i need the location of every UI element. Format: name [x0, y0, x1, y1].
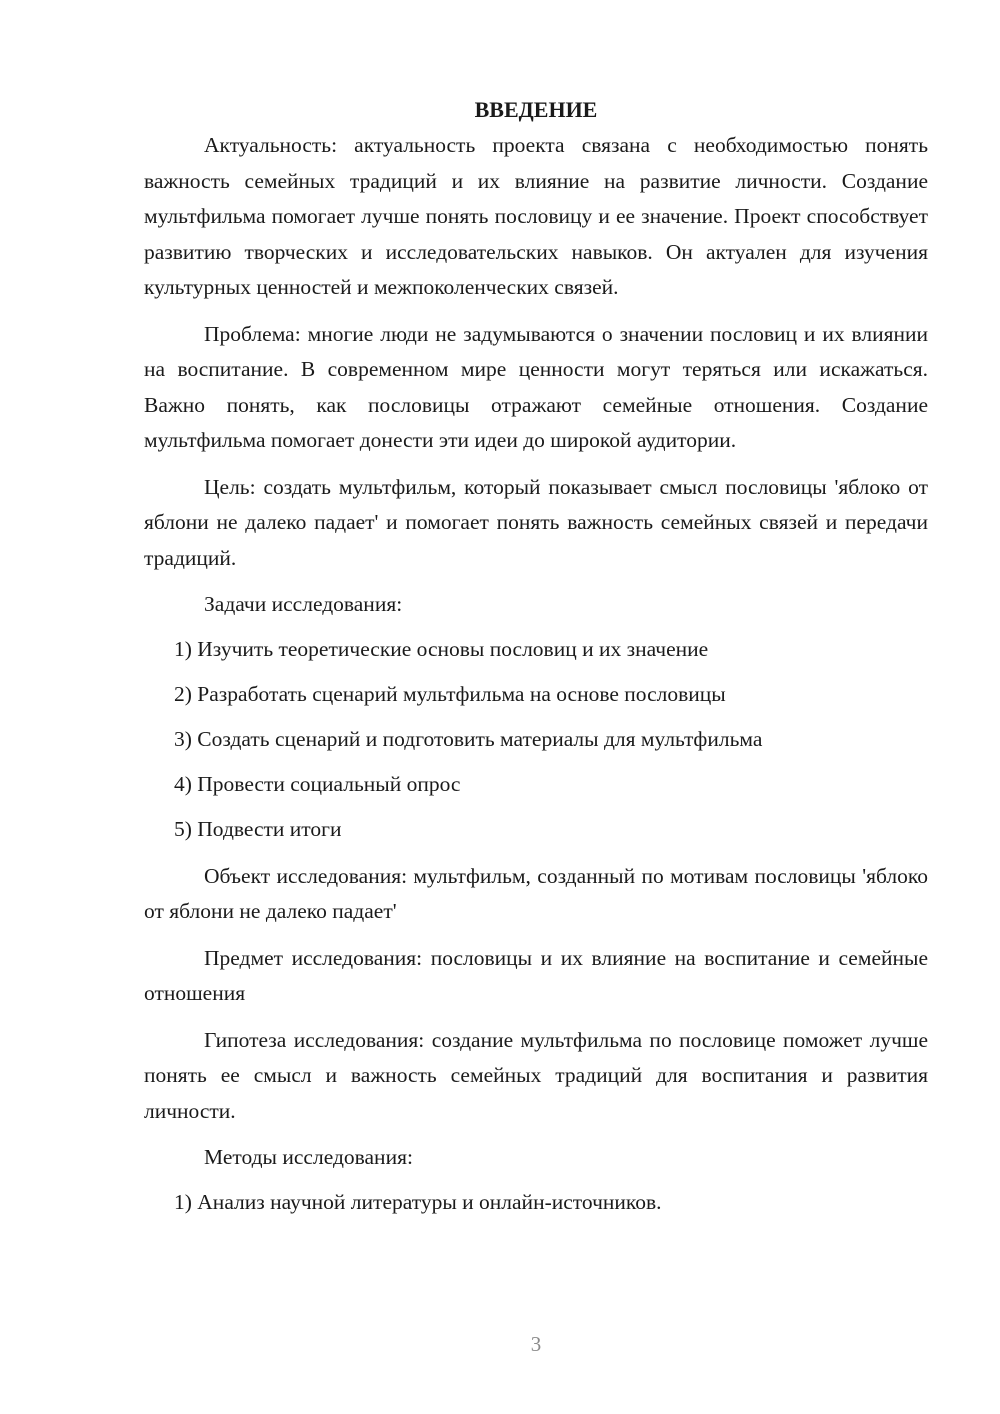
paragraph-object: Объект исследования: мультфильм, созданный по мотивам пословицы 'яблоко от яблони не далеко падает'	[144, 863, 928, 923]
page-number: 3	[530, 1332, 542, 1356]
task-item-3: 3) Создать сценарий и подготовить материалы для мультфильма	[174, 727, 763, 751]
tasks-heading: Задачи исследования:	[204, 592, 403, 616]
methods-heading: Методы исследования:	[204, 1145, 413, 1169]
paragraph-hypothesis: Гипотеза исследования: создание мультфильма по пословице поможет лучше понять ее смысл и важность семейных традиций для воспитания и развития личности.	[144, 1027, 928, 1123]
document-page	[144, 92, 928, 1221]
paragraph-relevance: Актуальность: актуальность проекта связана с необходимостью понять важность семейных традиций и их влияние на развитие личности. Создание мультфильма помогает лучше понять пословицу и ее значение. Проект способствует развитию творческих и исследовательских навыков. Он актуален для изучения культурных ценностей и межпоколенческих связей.	[144, 133, 928, 299]
method-item-1: 1) Анализ научной литературы и онлайн-источников.	[174, 1190, 662, 1214]
paragraph-goal: Цель: создать мультфильм, который показывает смысл пословицы 'яблоко от яблони не далеко падает' и помогает понять важность семейных связей и передачи традиций.	[144, 474, 928, 570]
task-item-1: 1) Изучить теоретические основы пословиц и их значение	[174, 637, 709, 661]
task-item-2: 2) Разработать сценарий мультфильма на основе пословицы	[174, 682, 726, 706]
paragraph-subject: Предмет исследования: пословицы и их влияние на воспитание и семейные отношения	[144, 945, 928, 1005]
paragraph-problem: Проблема: многие люди не задумываются о значении пословиц и их влиянии на воспитание. В современном мире ценности могут теряться или искажаться. Важно понять, как пословицы отражают семейные отношения. Создание мультфильма помогает донести эти идеи до широкой аудитории.	[144, 321, 928, 452]
task-item-5: 5) Подвести итоги	[174, 817, 342, 841]
task-item-4: 4) Провести социальный опрос	[174, 772, 461, 796]
section-title: ВВЕДЕНИЕ	[474, 97, 598, 122]
